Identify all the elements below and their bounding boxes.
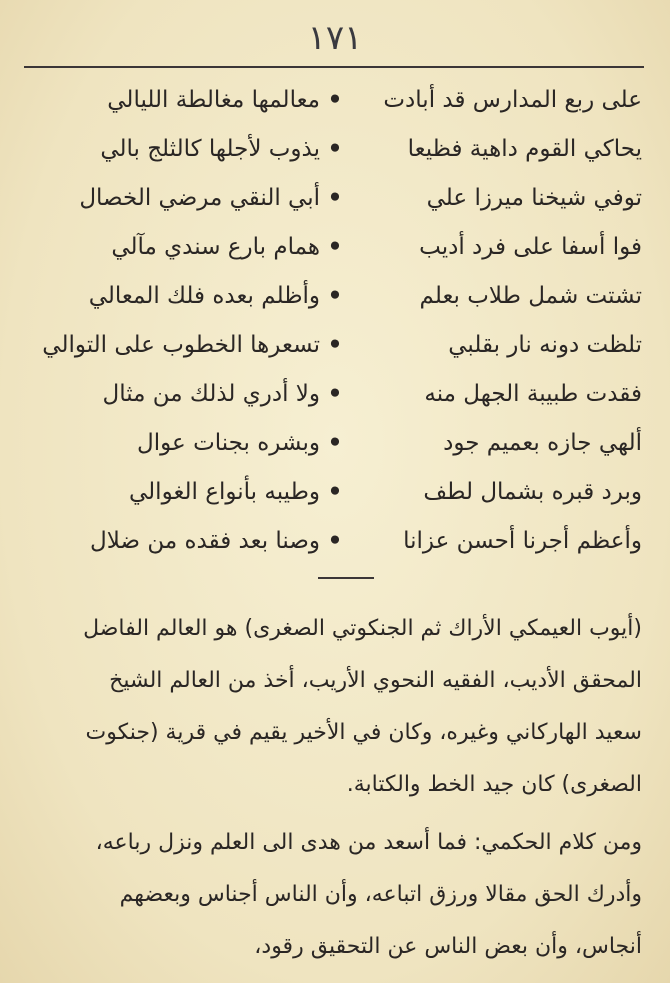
poem-hemistich-second: أبي النقي مرضي الخصال bbox=[79, 185, 320, 211]
poem-separator: • bbox=[327, 185, 343, 211]
poem-hemistich-second: وطيبه بأنواع الغوالي bbox=[129, 479, 320, 505]
poem-separator: • bbox=[327, 479, 343, 505]
page-number: ١٧١ bbox=[307, 18, 363, 58]
poem-line bbox=[28, 274, 642, 318]
poem-hemistich-first: تلظت دونه نار بقلبي bbox=[448, 332, 642, 358]
prose-line: الصغرى) كان جيد الخط والكتابة. bbox=[346, 772, 642, 797]
poem-hemistich-first: فقدت طبيبة الجهل منه bbox=[424, 381, 642, 407]
poem-hemistich-second: وبشره بجنات عوال bbox=[137, 430, 320, 456]
poem-hemistich-second: وصنا بعد فقده من ضلال bbox=[90, 528, 320, 554]
poem-hemistich-first: يحاكي القوم داهية فظيعا bbox=[407, 136, 642, 162]
poem-hemistich-second: ولا أدري لذلك من مثال bbox=[102, 381, 320, 407]
poem-separator: • bbox=[327, 136, 343, 162]
poem-hemistich-first: تشتت شمل طلاب بعلم bbox=[419, 283, 642, 309]
poem-hemistich-first: وأعظم أجرنا أحسن عزانا bbox=[403, 528, 642, 554]
header-rule bbox=[24, 66, 644, 68]
poem-hemistich-second: تسعرها الخطوب على التوالي bbox=[42, 332, 320, 358]
poem-line bbox=[28, 519, 642, 563]
poem-hemistich-first: فوا أسفا على فرد أديب bbox=[419, 234, 642, 260]
poem-hemistich-first: على ربع المدارس قد أبادت bbox=[383, 87, 642, 113]
poem-line bbox=[28, 78, 642, 122]
poem-separator: • bbox=[327, 381, 343, 407]
poem-line bbox=[28, 470, 642, 514]
poem-line bbox=[28, 323, 642, 367]
poem-separator: • bbox=[327, 283, 343, 309]
prose-line: (أيوب العيمكي الأراك ثم الجنكوتي الصغرى) هو العالم الفاضل bbox=[83, 616, 642, 641]
poem-hemistich-first: توفي شيخنا ميرزا علي bbox=[426, 185, 642, 211]
poem-line bbox=[28, 127, 642, 171]
poem-separator: • bbox=[327, 87, 343, 113]
poem-hemistich-second: وأظلم بعده فلك المعالي bbox=[88, 283, 320, 309]
poem-separator: • bbox=[327, 332, 343, 358]
poem-hemistich-first: ألهي جازه بعميم جود bbox=[443, 430, 642, 456]
prose-line: المحقق الأديب، الفقيه النحوي الأريب، أخذ من العالم الشيخ bbox=[109, 668, 642, 693]
prose-line: ومن كلام الحكمي: فما أسعد من هدى الى العلم ونزل رباعه، bbox=[95, 830, 642, 855]
poem-line bbox=[28, 176, 642, 220]
prose-line: وأدرك الحق مقالا ورزق اتباعه، وأن الناس أجناس وبعضهم bbox=[119, 882, 642, 907]
prose-line: سعيد الهاركاني وغيره، وكان في الأخير يقيم في قرية (جنكوت bbox=[85, 720, 642, 745]
poem-hemistich-second: يذوب لأجلها كالثلج بالي bbox=[100, 136, 320, 162]
poem-line bbox=[28, 225, 642, 269]
poem-separator: • bbox=[327, 234, 343, 260]
poem-hemistich-second: همام بارع سندي مآلي bbox=[111, 234, 320, 260]
poem-separator: • bbox=[327, 528, 343, 554]
poem-line bbox=[28, 372, 642, 416]
poem-hemistich-second: معالمها مغالطة الليالي bbox=[107, 87, 320, 113]
poem-separator: • bbox=[327, 430, 343, 456]
poem-line bbox=[28, 421, 642, 465]
section-divider bbox=[318, 577, 374, 579]
prose-line: أنجاس، وأن بعض الناس عن التحقيق رقود، bbox=[254, 934, 642, 959]
poem-hemistich-first: وبرد قبره بشمال لطف bbox=[423, 479, 642, 505]
